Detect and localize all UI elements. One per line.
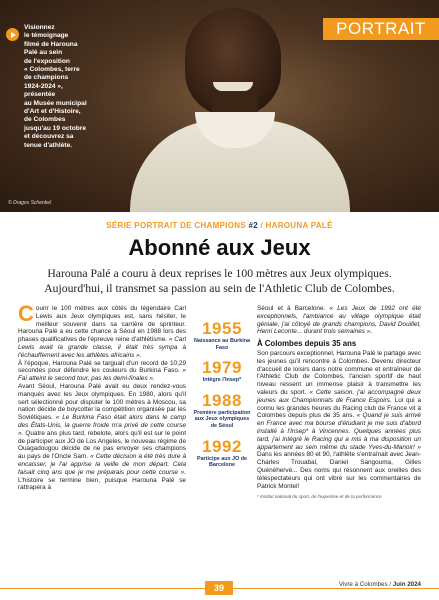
- drop-cap: C: [18, 301, 34, 326]
- col1-text-5: L'histoire se termine bien, puisque Harouna Palé se rattrapera à: [18, 476, 186, 492]
- col1-quote-2: « Fai atteint le second tour, pas les demi-finales ».: [18, 367, 186, 383]
- timeline-event: Première participation aux Jeux olympiques de Séoul: [193, 409, 251, 429]
- col1-quote-3: « Le Burkina Faso était alors dans le camp des États-Unis, la guerre froide m'a privé de cette course ».: [18, 414, 186, 437]
- col3-quote-3: « Quand je suis arrivé en France avec ma bourse d'étudiant je me suis d'abord installé à l'Insep* à Vincennes. Quelques années plus tard, j'ai intégré le Racing qui a mis à ma disposition un appartement au sein même du stade Yves-du-Manoir! »: [257, 412, 421, 451]
- section-badge: PORTRAIT: [323, 18, 439, 40]
- footnote: * Institut national du sport, de l'expertise et de la performance: [257, 494, 382, 500]
- timeline-year: 1992: [202, 436, 242, 456]
- col1-quote-1: « Carl Lewis avait la grande classe, il était très sympa à l'échauffement avec les athlètes africains ».: [18, 336, 186, 359]
- caption-line: jusqu'au 19 octobre: [24, 124, 87, 132]
- caption-line: de l'exposition: [24, 57, 70, 65]
- section-heading: À Colombes depuis 35 ans: [257, 339, 357, 349]
- caption-line: au Musée municipal: [24, 99, 87, 107]
- timeline-year: 1988: [202, 390, 242, 410]
- page-footer: [0, 578, 439, 600]
- article-lead: Harouna Palé a couru à deux reprises le 100 mètres aux Jeux olympiques. Aujourd'hui, il transmet sa passion au sein de l'Athletic Club de Colombes.: [44, 267, 395, 295]
- col1-text-3: Avant Séoul, Harouna Palé avait eu deux rendez-vous manqués avec les Jeux olympiques. En 1980, alors qu'il sert sélectionné pour disputer le 100 mètres à Moscou, sa nation décide de boycotter la compétition organisée par les Soviétiques.: [18, 382, 186, 422]
- col3-quote-2: « Cette saison, j'ai accompagné deux jeunes aux Championnats de France Espoirs.: [257, 388, 421, 404]
- caption-line: filmé de Harouna: [24, 40, 78, 48]
- timeline-year: 1979: [202, 358, 242, 378]
- caption-line: de Colombes: [24, 116, 66, 124]
- timeline-item: [192, 320, 252, 351]
- col3-text-1: Séoul et à Barcelone.: [257, 305, 330, 312]
- caption-line: de champions: [24, 74, 69, 82]
- caption-line: tenue d'athlète.: [24, 141, 73, 149]
- timeline-item: [192, 438, 252, 469]
- caption-line: et découvrez sa: [24, 133, 74, 141]
- caption-line: Visionnez: [24, 24, 55, 31]
- col1-quote-4: « Cette décision a été très dure à encaisser, je l'ai apprise la veille de mon départ. Cela faisait cinq ans que je me préparais pour cette course ».: [18, 453, 187, 476]
- photo-credit: © Dragos Schenkel: [8, 200, 52, 206]
- caption-line: Palé au sein: [24, 49, 63, 57]
- issue-date: Juin 2024: [392, 581, 421, 588]
- caption-line: d'Art et d'Histoire,: [24, 108, 81, 116]
- timeline-event: Participe aux JO de Barcelone: [196, 455, 248, 469]
- hero-photo: [0, 0, 439, 212]
- article-column-1: [18, 301, 187, 492]
- col1-text-4: Quatre ans plus tard, rebelote, alors qu'il est sur le point de participer aux JO de Los Angeles, le nouveau régime de Ouagadougou décide de ne pas envoyer ses champions au pays de l'Oncle Sam.: [18, 429, 186, 461]
- series-number: #2: [248, 221, 258, 230]
- caption-line: présentée: [24, 91, 56, 99]
- career-timeline: [192, 320, 252, 469]
- timeline-item: [192, 392, 252, 430]
- article-title: Abonné aux Jeux: [128, 235, 311, 260]
- col3-text-4: Dans les années 80 et 90, l'athlète s'entraînait avec Jean-Charles Trouabal, Daniel Sangouma, Gilles Quénéhervé... Des noms qui résonnent aux oreilles des téléspectateurs qui ont vibré sur les commentaires de Patrick Montel!: [257, 451, 421, 490]
- series-prefix: SÉRIE PORTRAIT DE CHAMPIONS: [106, 221, 249, 230]
- caption-line: 1924-2024 »,: [24, 82, 63, 90]
- col3-quote-1: « Les Jeux de 1992 ont été exceptionnels, l'ambiance au village olympique était géniale, j'ai côtoyé de grands champions, David Douillet, Henri Leconte... durant trois semaines ».: [257, 305, 421, 336]
- caption-line: le témoignage: [24, 32, 69, 40]
- col3-text-3: Lui qui a connu les grandes heures du Racing club de France vit à Colombes depuis plus de 35 ans.: [257, 396, 421, 420]
- video-caption[interactable]: [24, 24, 102, 150]
- timeline-event: Naissance au Burkina Faso: [193, 338, 251, 351]
- portrait-smile: [213, 82, 253, 91]
- timeline-item: [192, 359, 252, 384]
- page-number: 39: [205, 581, 233, 595]
- col3-text-2: Son parcours exceptionnel, Harouna Palé le partage avec les jeunes qu'il rencontre à Colombes. Devenu directeur d'accueil de loisirs dans notre commune et entraîneur de l'Athletic Club de Colombes, l'ancien sportif de haut niveau ressent un immense plaisir à transmettre les valeurs du sport.: [257, 349, 421, 396]
- col1-text-2: À l'époque, Harouna Palé se targuait d'un record de 10,29 secondes pour défendre les couleurs du Burkina Faso.: [18, 359, 186, 375]
- col1-text-1: ourir le 100 mètres aux côtés du légendaire Carl Lewis aux Jeux olympiques est, sans hésiter, le meilleur souvenir dans sa carrière de sprinteur. Harouna Palé a eu cette chance à Séoul en 1988 lors des phases qualificatives de l'épreuve reine d'athlétisme.: [18, 305, 186, 344]
- series-label: [0, 221, 439, 230]
- article-column-2: [257, 305, 421, 501]
- series-suffix: / HAROUNA PALÉ: [257, 221, 333, 230]
- caption-line: « Colombes, terre: [24, 66, 80, 74]
- timeline-year: 1955: [202, 319, 242, 338]
- play-icon[interactable]: [6, 28, 19, 41]
- timeline-event: Intègre l'Insep*: [202, 377, 242, 384]
- magazine-issue: Vivre à Colombes / Juin 2024: [335, 581, 421, 588]
- magazine-name: Vivre à Colombes: [338, 581, 388, 588]
